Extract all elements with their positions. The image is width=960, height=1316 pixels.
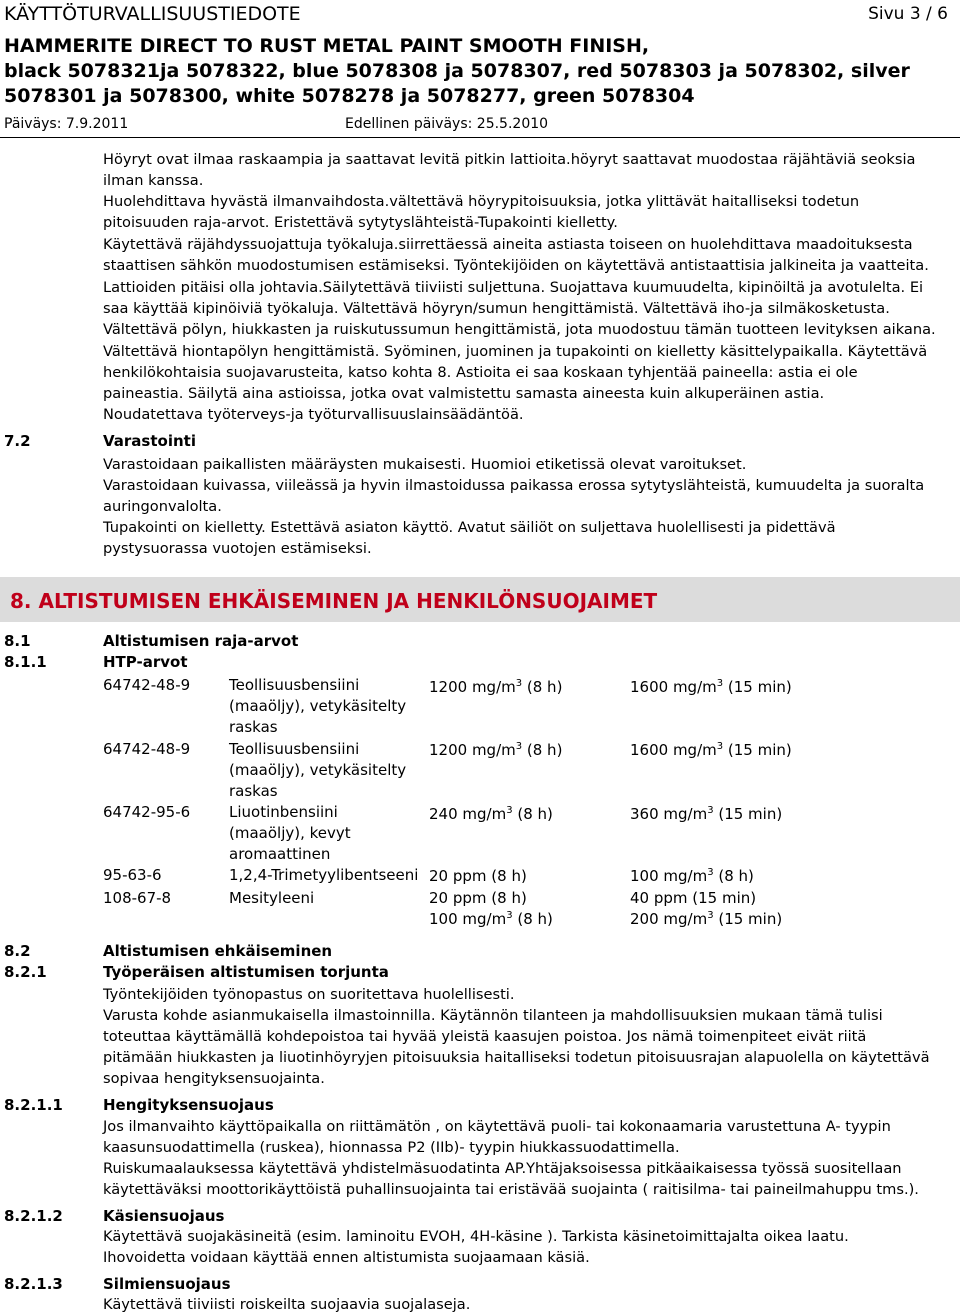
- text-line: saa käyttää kipinöiviä työkaluja. Vältettävä höyryn/sumun hengittämistä. Vältettävä iho-ja silmäkosketusta.: [103, 300, 890, 317]
- header-divider: [0, 137, 960, 138]
- limit-15min: 40 ppm (15 min): [630, 889, 757, 907]
- section-heading: Silmiensuojaus: [103, 1275, 231, 1293]
- text-line: Lattioiden pitäisi olla johtavia.Säilytettävä tiiviisti suljettuna. Suojattava kuumuudelta, kipinöiltä ja avotulelta. Ei: [103, 279, 924, 296]
- text-line: Höyryt ovat ilmaa raskaampia ja saattavat levitä pitkin lattioita.höyryt saattavat muodostaa räjähtäviä seoksia: [103, 151, 916, 168]
- substance-name: aromaattinen: [229, 845, 331, 863]
- text-line: Ihovoidetta voidaan käyttää ennen altistumista suojaamaan käsiä.: [103, 1249, 590, 1266]
- section-heading: Hengityksensuojaus: [103, 1096, 274, 1114]
- previous-date: Edellinen päiväys: 25.5.2010: [345, 116, 549, 132]
- substance-name: Mesityleeni: [229, 889, 315, 907]
- text-line: Käytettävä räjähdyssuojattuja työkaluja.siirrettäessä aineita astiasta toiseen on huolehdittava maadoituksesta: [103, 236, 913, 253]
- section-number: 8.1.1: [4, 653, 47, 671]
- text-line: käytettäväksi moottorikäyttöistä puhallinsuojainta tai eristävää suojainta ( raitisilma- tai paineilmahuppu tms.).: [103, 1181, 919, 1198]
- section-heading: Käsiensuojaus: [103, 1207, 225, 1225]
- product-title-line-1: HAMMERITE DIRECT TO RUST METAL PAINT SMOOTH FINISH,: [4, 35, 650, 57]
- text-line: Noudatettava työterveys-ja työturvallisuuslainsäädäntöä.: [103, 406, 524, 423]
- section-heading: HTP-arvot: [103, 653, 188, 671]
- section-heading: Varastointi: [103, 432, 196, 450]
- limit-15min: 200 $mg/m^3$ (15 min): [630, 910, 783, 928]
- document-type: KÄYTTÖTURVALLISUUSTIEDOTE: [4, 3, 301, 25]
- section-number: 7.2: [4, 432, 31, 450]
- substance-name: raskas: [229, 782, 278, 800]
- substance-name: (maaöljy), kevyt: [229, 824, 351, 842]
- text-line: Vältettävä hiontapölyn hengittämistä. Syöminen, juominen ja tupakointi on kielletty käsittelypaikalla. Käytettävä: [103, 343, 928, 360]
- text-line: pitämään hiukkasten ja liuotinhöyryjen pitoisuuksia haitalliseksi todetun pitoisuusrajan alapuolella on käytettävä: [103, 1049, 930, 1066]
- text-line: Jos ilmanvaihto käyttöpaikalla on riittämätön , on käytettävä puoli- tai kokonaamaria varustettuna A- tyypin: [103, 1118, 891, 1135]
- text-line: Varastoidaan paikallisten määräysten mukaisesti. Huomioi etiketissä olevat varoitukset.: [103, 456, 747, 473]
- substance-name: raskas: [229, 718, 278, 736]
- text-line: auringonvalolta.: [103, 498, 222, 515]
- substance-name: Teollisuusbensiini: [229, 676, 360, 694]
- section-heading: Työperäisen altistumisen torjunta: [103, 963, 389, 981]
- substance-name: (maaöljy), vetykäsitelty: [229, 761, 407, 779]
- section-number: 8.1: [4, 632, 31, 650]
- limit-8h: 100 $mg/m^3$ (8 h): [429, 910, 553, 928]
- text-line: Huolehdittava hyvästä ilmanvaihdosta.vältettävä höyrypitoisuuksia, jotka ylittävät haitalliseksi todetun: [103, 193, 860, 210]
- text-line: staattisen sähkön muodostumisen estämiseksi. Työntekijöiden on käytettävä antistaattisia jalkineita ja vaatteita.: [103, 257, 929, 274]
- product-title-line-3: 5078301 ja 5078300, white 5078278 ja 5078277, green 5078304: [4, 85, 695, 107]
- product-title-line-2: black 5078321ja 5078322, blue 5078308 ja 5078307, red 5078303 ja 5078302, silver: [4, 60, 910, 82]
- section-number: 8.2.1: [4, 963, 47, 981]
- text-line: Tupakointi on kielletty. Estettävä asiaton käyttö. Avatut säiliöt on suljettava huolellisesti ja pidettävä: [103, 519, 836, 536]
- text-line: Varusta kohde asianmukaisella ilmastoinnilla. Käytännön tilanteen ja mahdollisuuksien mukaan tämä tulisi: [103, 1007, 883, 1024]
- limit-8h: 20 ppm (8 h): [429, 889, 527, 907]
- limit-8h: 1200 $mg/m^3$ (8 h): [429, 678, 563, 696]
- substance-name: (maaöljy), vetykäsitelty: [229, 697, 407, 715]
- section-number: 8.2.1.3: [4, 1275, 63, 1293]
- text-line: pitoisuuden raja-arvot. Eristettävä sytytyslähteistä-Tupakointi kielletty.: [103, 214, 618, 231]
- text-line: toteuttaa käyttämällä kohdepoistoa tai hyvää yleistä kaasujen poistoa. Jos nämä toimenpiteet eivät riitä: [103, 1028, 867, 1045]
- limit-15min: 1600 $mg/m^3$ (15 min): [630, 678, 792, 696]
- limit-15min: 360 $mg/m^3$ (15 min): [630, 805, 783, 823]
- page-number: Sivu 3 / 6: [868, 4, 948, 24]
- text-line: Työntekijöiden työnopastus on suoritettava huolellisesti.: [103, 986, 515, 1003]
- section-8-title: 8. ALTISTUMISEN EHKÄISEMINEN JA HENKILÖNSUOJAIMET: [10, 589, 658, 613]
- section-number: 8.2.1.2: [4, 1207, 63, 1225]
- cas-number: 64742-48-9: [103, 676, 191, 694]
- text-line: Käytettävä tiiviisti roiskeilta suojaavia suojalaseja.: [103, 1296, 471, 1313]
- limit-8h: 1200 $mg/m^3$ (8 h): [429, 741, 563, 759]
- text-line: paineastia. Säilytä aina astioissa, jotka ovat valmistettu samasta aineesta kuin alkuperäinen astia.: [103, 385, 825, 402]
- issue-date: Päiväys: 7.9.2011: [4, 116, 129, 132]
- substance-name: 1,2,4-Trimetyylibentseeni: [229, 866, 419, 884]
- cas-number: 108-67-8: [103, 889, 172, 907]
- substance-name: Teollisuusbensiini: [229, 740, 360, 758]
- text-line: sopivaa hengityksensuojainta.: [103, 1070, 325, 1087]
- text-line: henkilökohtaisia suojavarusteita, katso kohta 8. Astioita ei saa koskaan tyhjentää paineella: astia ei ole: [103, 364, 858, 381]
- text-line: Käytettävä suojakäsineitä (esim. laminoitu EVOH, 4H-käsine ). Tarkista käsinetoimittajalta oikea laatu.: [103, 1228, 849, 1245]
- text-line: kaasunsuodattimella (ruskea), hionnassa P2 (IIb)- tyypin hiukkassuodattimella.: [103, 1139, 680, 1156]
- cas-number: 95-63-6: [103, 866, 162, 884]
- cas-number: 64742-95-6: [103, 803, 191, 821]
- text-line: ilman kanssa.: [103, 172, 204, 189]
- section-heading: Altistumisen raja-arvot: [103, 632, 299, 650]
- section-number: 8.2.1.1: [4, 1096, 63, 1114]
- text-line: Varastoidaan kuivassa, viileässä ja hyvin ilmastoidussa paikassa erossa sytytyslähteistä, kumuudelta ja suoralta: [103, 477, 925, 494]
- text-line: Ruiskumaalauksessa käytettävä yhdistelmäsuodatinta AP.Yhtäjaksoisessa pitkäaikaisessa työssä suositellaan: [103, 1160, 902, 1177]
- text-line: Vältettävä pölyn, hiukkasten ja ruiskutussumun hengittämistä, jota muodostuu tämän tuotteen levityksen aikana.: [103, 321, 936, 338]
- section-heading: Altistumisen ehkäiseminen: [103, 942, 333, 960]
- cas-number: 64742-48-9: [103, 740, 191, 758]
- limit-15min: 100 $mg/m^3$ (8 h): [630, 867, 754, 885]
- limit-15min: 1600 $mg/m^3$ (15 min): [630, 741, 792, 759]
- text-line: pystysuorassa vuotojen estämiseksi.: [103, 540, 372, 557]
- limit-8h: 20 ppm (8 h): [429, 867, 527, 885]
- limit-8h: 240 $mg/m^3$ (8 h): [429, 805, 553, 823]
- substance-name: Liuotinbensiini: [229, 803, 338, 821]
- section-number: 8.2: [4, 942, 31, 960]
